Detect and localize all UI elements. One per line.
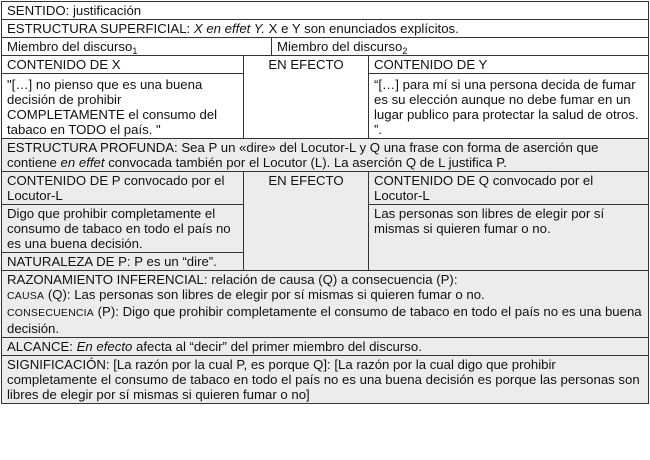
row-estructura-superficial (2, 20, 649, 38)
significacion-label: SIGNIFICACIÓN: (7, 357, 110, 372)
row-razonamiento (2, 271, 649, 338)
miembro-2-label: Miembro del discurso (277, 39, 403, 54)
estructura-superficial-cell (2, 20, 649, 38)
causa-label: CAUSA (7, 290, 45, 302)
row-significacion (2, 356, 649, 404)
y-header-cell: CONTENIDO DE Y (369, 56, 649, 74)
row-sentido (2, 2, 649, 20)
razonamiento-causa-line (7, 287, 643, 304)
razonamiento-cell (2, 271, 649, 338)
p-nature-cell: NATURALEZA DE P: P es un “dire”. (2, 253, 244, 271)
estructura-superficial-label: ESTRUCTURA SUPERFICIAL: (7, 21, 191, 36)
q-header-cell: CONTENIDO DE Q convocado por el Locutor-L (369, 172, 649, 205)
row-miembros (2, 38, 649, 56)
miembro-2-sub: 2 (402, 46, 408, 56)
significacion-cell (2, 356, 649, 404)
analysis-table (1, 1, 649, 404)
sentido-cell (2, 2, 649, 20)
alcance-emph: En efecto (76, 339, 133, 354)
x-header-cell: CONTENIDO DE X (2, 56, 244, 74)
sentido-label: SENTIDO: (7, 3, 70, 18)
razonamiento-intro: relación de causa (Q) a consecuencia (P): (207, 272, 458, 287)
causa-text: (Q): Las personas son libres de elegir por sí mismas si quieren fumar o no. (44, 287, 485, 302)
estructura-profunda-text-1: Sea P un «dire» del Locutor-L y Q una frase con forma de aserción que contiene (7, 140, 599, 170)
sentido-value: justificación (72, 3, 142, 18)
row-p-header (2, 172, 649, 205)
estructura-profunda-text-2: convocada también por el Locutor (L). La aserción Q de L justifica P. (104, 155, 507, 170)
miembro-2-cell (272, 38, 649, 56)
consecuencia-label: CONSECUENCIA (7, 307, 94, 319)
x-text-cell: "[…] no pienso que es una buena decisión de prohibir COMPLETAMENTE el consumo del tabaco en TODO el país. " (2, 74, 244, 139)
razonamiento-intro-line (7, 272, 643, 287)
q-text-cell: Las personas son libres de elegir por sí mismas si quieren fumar o no. (369, 205, 649, 271)
p-header-cell: CONTENIDO DE P convocado por el Locutor-L (2, 172, 244, 205)
alcance-text: afecta al “decir” del primer miembro del discurso. (132, 339, 422, 354)
profunda-connector: EN EFECTO (244, 172, 369, 271)
y-text-cell: “[…] para mí si una persona decida de fumar es su elección aunque no debe fumar en un lugar publico para protectar la salud de otros. ”. (369, 74, 649, 139)
estructura-profunda-cell (2, 139, 649, 172)
miembro-1-cell (2, 38, 272, 56)
miembro-1-sub: 1 (132, 46, 138, 56)
miembro-1-label: Miembro del discurso (7, 39, 133, 54)
consecuencia-text: (P): Digo que prohibir completamente el consumo de tabaco en todo el país no es una buena decisión. (7, 304, 642, 336)
estructura-profunda-label: ESTRUCTURA PROFUNDA: (7, 140, 178, 155)
alcance-cell (2, 338, 649, 356)
superficial-connector: EN EFECTO (244, 56, 369, 139)
row-alcance (2, 338, 649, 356)
significacion-text: [La razón por la cual P, es porque Q]: [La razón por la cual digo que prohibir completamente el consumo de tabaco en todo el país no es una buena decisión es porque las personas son libres de elegir por sí mismas si quieren fumar o no] (7, 357, 640, 402)
alcance-label: ALCANCE: (7, 339, 73, 354)
razonamiento-label: RAZONAMIENTO INFERENCIAL: (7, 272, 208, 287)
estructura-profunda-emph: en effet (60, 155, 105, 170)
row-contenido-header (2, 56, 649, 74)
p-text-cell: Digo que prohibir completamente el consumo de tabaco en todo el país no es una buena decisión. (2, 205, 244, 253)
estructura-superficial-formula: X en effet Y. (193, 21, 266, 36)
estructura-superficial-rest: X e Y son enunciados explícitos. (265, 21, 459, 36)
row-estructura-profunda (2, 139, 649, 172)
razonamiento-consecuencia-line (7, 304, 643, 336)
